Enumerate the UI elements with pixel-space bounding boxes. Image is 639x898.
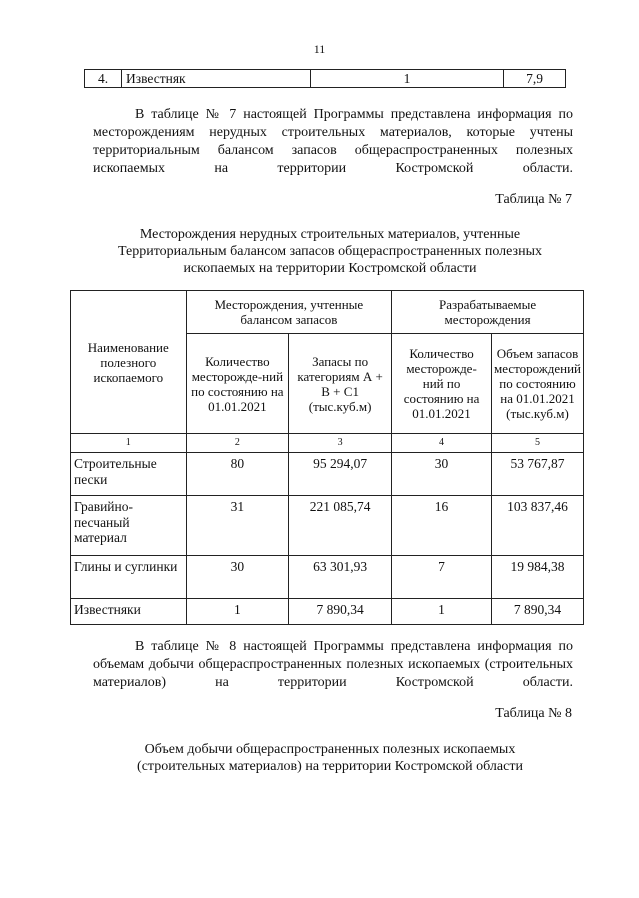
table-row <box>71 556 584 599</box>
table-cell: Известняк <box>122 70 311 88</box>
row-name: Строительные пески <box>71 453 187 496</box>
header-col4: Количество месторожде-ний по состоянию на 01.01.2021 <box>392 334 492 434</box>
row-cell: 103 837,46 <box>492 496 584 556</box>
header-col5: Объем запасов месторождений по состоянию на 01.01.2021 (тыс.куб.м) <box>492 334 584 434</box>
title-line: (строительных материалов) на территории Костромской области <box>137 759 523 774</box>
row-cell: 7 890,34 <box>289 599 392 625</box>
row-cell: 30 <box>186 556 289 599</box>
col-number: 1 <box>71 434 187 453</box>
table-cell: 7,9 <box>504 70 566 88</box>
row-cell: 30 <box>392 453 492 496</box>
row-cell: 7 890,34 <box>492 599 584 625</box>
col-number: 2 <box>186 434 289 453</box>
title-line: Территориальным балансом запасов общераспространенных полезных <box>118 244 542 259</box>
title-line: ископаемых на территории Костромской области <box>183 261 477 276</box>
row-cell: 16 <box>392 496 492 556</box>
header-col2: Количество месторожде-ний по состоянию на 01.01.2021 <box>186 334 289 434</box>
header-group1: Месторождения, учтенные балансом запасов <box>186 291 392 334</box>
header-name: Наименование полезного ископаемого <box>71 291 187 434</box>
row-cell: 63 301,93 <box>289 556 392 599</box>
col-number: 4 <box>392 434 492 453</box>
row-cell: 53 767,87 <box>492 453 584 496</box>
table-row <box>71 496 584 556</box>
row-cell: 1 <box>392 599 492 625</box>
header-group2: Разрабатываемые месторождения <box>392 291 584 334</box>
row-cell: 221 085,74 <box>289 496 392 556</box>
row-cell: 95 294,07 <box>289 453 392 496</box>
table-row <box>85 70 566 88</box>
table-cell: 1 <box>311 70 504 88</box>
col-number: 3 <box>289 434 392 453</box>
table-label: Таблица № 7 <box>495 192 572 207</box>
table-title <box>70 226 590 277</box>
table-cell: 4. <box>85 70 122 88</box>
table-row <box>71 453 584 496</box>
deposits-table <box>70 290 584 625</box>
page-number: 11 <box>313 42 326 56</box>
title-line: Месторождения нерудных строительных материалов, учтенные <box>139 227 521 242</box>
row-name: Глины и суглинки <box>71 556 187 599</box>
row-cell: 31 <box>186 496 289 556</box>
paragraph: В таблице № 8 настоящей Программы представлена информация по объемам добычи общераспространенных полезных ископаемых (строительных материалов) на территории Костромской области. <box>93 639 573 690</box>
table-title <box>70 741 590 775</box>
title-line: Объем добычи общераспространенных полезных ископаемых <box>144 742 516 757</box>
table-header-row <box>71 291 584 334</box>
paragraph: В таблице № 7 настоящей Программы представлена информация по месторождениям нерудных строительных материалов, которые учтены территориальным балансом запасов общераспространенных полезных ископаемых на территории Костромской области. <box>93 107 573 176</box>
header-col3: Запасы по категориям А + В + С1 (тыс.куб.м) <box>289 334 392 434</box>
row-name: Гравийно-песчаный материал <box>71 496 187 556</box>
row-cell: 7 <box>392 556 492 599</box>
row-name: Известняки <box>71 599 187 625</box>
top-table <box>84 69 566 88</box>
row-cell: 80 <box>186 453 289 496</box>
row-cell: 1 <box>186 599 289 625</box>
table-row <box>71 599 584 625</box>
row-cell: 19 984,38 <box>492 556 584 599</box>
table-label: Таблица № 8 <box>495 706 572 721</box>
column-numbers-row <box>71 434 584 453</box>
col-number: 5 <box>492 434 584 453</box>
